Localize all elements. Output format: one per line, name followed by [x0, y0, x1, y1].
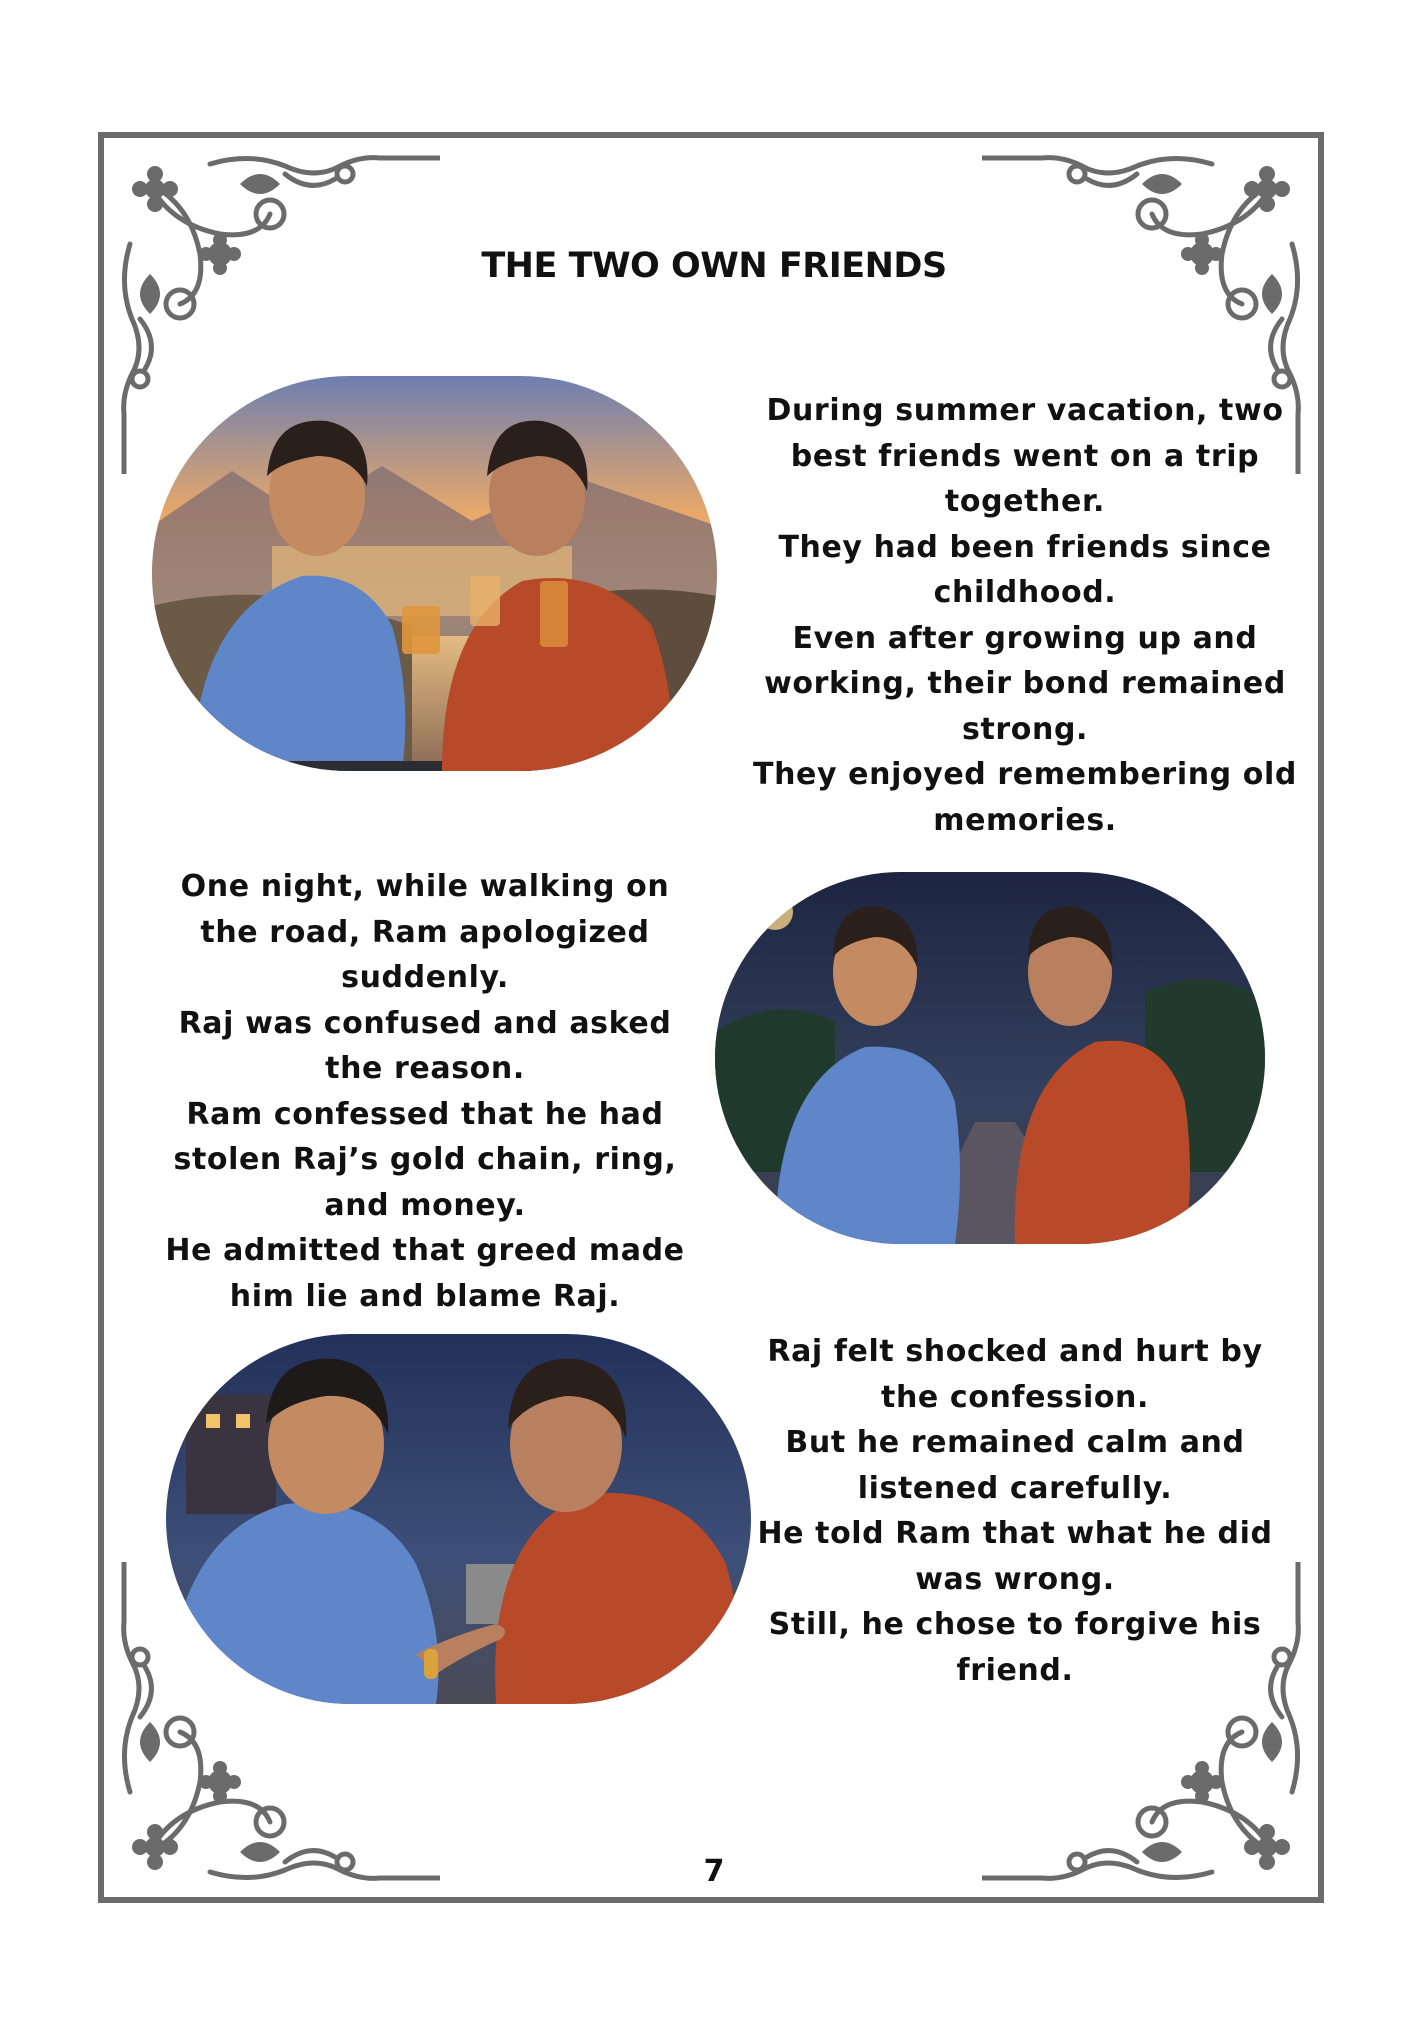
story-line: But he remained calm and listened carefully. — [785, 1425, 1245, 1506]
story-line: Ram confessed that he had stolen Raj’s gold chain, ring, and money. — [173, 1096, 677, 1223]
story-line: One night, while walking on the road, Ram apologized suddenly. — [180, 869, 670, 995]
story-line: They had been friends since childhood. — [778, 529, 1272, 610]
story-paragraph-3 — [745, 1329, 1285, 1693]
story-line: Even after growing up and working, their bond remained strong. — [764, 620, 1286, 747]
story-line: He admitted that greed made him lie and blame Raj. — [165, 1233, 685, 1314]
story-line: Raj was confused and asked the reason. — [178, 1005, 672, 1086]
story-line: During summer vacation, two best friends went on a trip together. — [766, 393, 1284, 519]
page-number: 7 — [703, 1854, 725, 1889]
illustration-friends-sunset — [152, 376, 717, 771]
story-line: Still, he chose to forgive his friend. — [768, 1607, 1262, 1688]
story-line: They enjoyed remembering old memories. — [753, 757, 1297, 838]
story-paragraph-1 — [745, 388, 1305, 843]
illustration-night-apology — [715, 872, 1265, 1244]
story-line: Raj felt shocked and hurt by the confession. — [767, 1334, 1263, 1415]
illustration-forgiveness — [166, 1334, 751, 1704]
story-title: THE TWO OWN FRIENDS — [481, 246, 947, 286]
story-line: He told Ram that what he did was wrong. — [757, 1516, 1273, 1597]
story-paragraph-2 — [160, 864, 690, 1319]
